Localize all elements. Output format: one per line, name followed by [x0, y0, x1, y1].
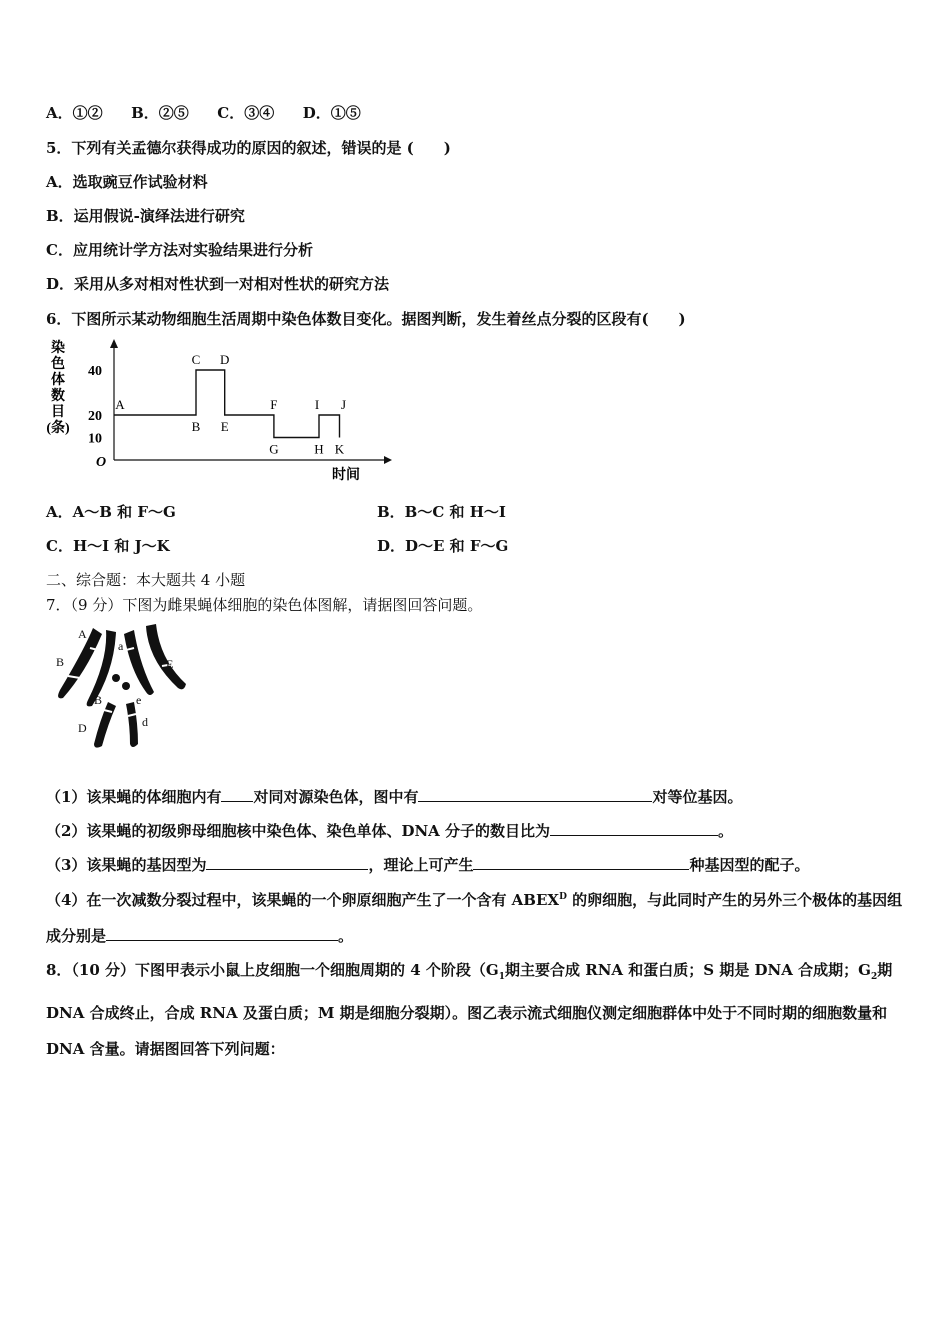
- y-tick-label: 20: [88, 409, 102, 424]
- q7-p3-blank-2[interactable]: [473, 855, 689, 870]
- q4-options: [46, 102, 361, 123]
- chromosome-D: [94, 702, 116, 748]
- point-label-E: E: [220, 419, 229, 434]
- y-label-char: 体: [51, 373, 65, 388]
- q7-p3-blank-1[interactable]: [206, 855, 368, 870]
- gene-label-B: B: [56, 655, 65, 669]
- point-label-H: H: [314, 441, 324, 457]
- q8-stem: [46, 952, 904, 1067]
- q7-p4-text-b: 的卵细胞，与此同时产生的另外三个极体的基因组成分别是: [46, 891, 903, 945]
- q5-option-d: D．采用从多对相对性状到一对相对性状的研究方法: [46, 275, 390, 293]
- q7-part-2: [46, 820, 733, 841]
- gene-label-a: a: [118, 639, 124, 653]
- y-label-char: 目: [51, 405, 65, 420]
- chromosome-count-chart: [44, 336, 394, 486]
- q5-stem: 5．下列有关孟德尔获得成功的原因的叙述，错误的是 ( ): [46, 139, 451, 157]
- q5-option-c: C．应用统计学方法对实验结果进行分析: [46, 241, 313, 259]
- q8-text-2: 期主要合成 RNA 和蛋白质；S 期是 DNA 合成期；G: [505, 961, 871, 979]
- y-tick-label: 40: [88, 364, 102, 379]
- q5-option-b: B．运用假说-演绎法进行研究: [46, 207, 245, 225]
- section-2-heading: 二、综合题：本大题共 4 小题: [46, 571, 246, 589]
- point-label-I: I: [314, 397, 320, 412]
- q7-p4-text-c: 。: [338, 927, 354, 945]
- q7-p1-text-c: 对等位基因。: [652, 788, 743, 806]
- gene-label-B-2: B: [94, 693, 103, 707]
- gene-label-e: e: [136, 693, 142, 707]
- q7-stem: 7．（9 分）下图为雌果蝇体细胞的染色体图解，请据图回答问题。: [46, 596, 483, 614]
- point-label-F: F: [270, 397, 278, 412]
- gene-label-E: E: [166, 657, 174, 671]
- gene-label-A: A: [78, 627, 87, 641]
- q8-subscript-1: 1: [498, 972, 505, 982]
- q7-p4-blank[interactable]: [106, 926, 338, 941]
- q7-p1-blank-1[interactable]: [221, 787, 253, 802]
- fruit-fly-chromosome-figure: [50, 620, 195, 750]
- gene-label-D: D: [78, 721, 87, 735]
- q8-text-1: 8．（10 分）下图甲表示小鼠上皮细胞一个细胞周期的 4 个阶段（G: [46, 961, 499, 979]
- q6-option-d: D．D～E 和 F～G: [377, 537, 509, 555]
- q7-part-3: [46, 854, 809, 875]
- point-label-D: D: [220, 352, 230, 367]
- dot-chromosome-1: [112, 674, 120, 682]
- q7-p4-text-a: （4）在一次减数分裂过程中，该果蝇的一个卵原细胞产生了一个含有 ABEX: [46, 891, 560, 909]
- q4-option-d: D．①⑤: [302, 104, 361, 122]
- y-label-char: 数: [51, 389, 65, 404]
- y-label-char: 色: [51, 357, 65, 372]
- q7-p1-blank-2[interactable]: [418, 787, 652, 802]
- point-label-A: A: [115, 397, 125, 412]
- q5-option-a: A．选取豌豆作试验材料: [46, 173, 208, 191]
- q8-subscript-2: 2: [870, 972, 878, 982]
- q4-option-a: A．①②: [46, 104, 103, 122]
- y-label-char: (条): [46, 421, 70, 436]
- q7-p2-text-a: （2）该果蝇的初级卵母细胞核中染色体、染色单体、DNA 分子的数目比为: [46, 822, 551, 840]
- q7-p4-superscript: D: [559, 892, 567, 902]
- dot-chromosome-2: [122, 682, 130, 690]
- q6-stem: 6．下图所示某动物细胞生活周期中染色体数目变化。据图判断，发生着丝点分裂的区段有( ): [46, 310, 686, 328]
- x-axis-label: 时间: [332, 468, 360, 483]
- q7-p1-text-b: 对同对源染色体，图中有: [253, 788, 419, 806]
- q4-option-b: B．②⑤: [131, 104, 189, 122]
- point-label-G: G: [269, 441, 279, 457]
- point-label-K: K: [334, 441, 345, 457]
- q6-option-a: A．A～B 和 F～G: [46, 503, 176, 521]
- q7-p3-text-a: （3）该果蝇的基因型为: [46, 856, 207, 874]
- q7-p3-text-c: 种基因型的配子。: [689, 856, 810, 874]
- origin-label: O: [96, 455, 107, 470]
- q4-option-c: C．③④: [217, 104, 275, 122]
- q7-p2-blank[interactable]: [550, 821, 718, 836]
- q7-p2-text-b: 。: [718, 822, 734, 840]
- point-label-J: J: [340, 397, 347, 412]
- y-tick-label: 10: [88, 431, 102, 447]
- q8-text-3: 期 DNA 合成终止，合成 RNA 及蛋白质；M 期是细胞分裂期）。图乙表示流式细胞仪测定细胞群体中处于不同时期的细胞数量和 DNA 含量。请据图回答下列问题：: [46, 961, 893, 1058]
- q6-option-c: C．H～I 和 J～K: [46, 537, 170, 555]
- q6-option-b: B．B～C 和 H～I: [377, 503, 506, 521]
- q7-p1-text-a: （1）该果蝇的体细胞内有: [46, 788, 222, 806]
- point-label-C: C: [191, 352, 201, 367]
- q7-p3-text-b: ，理论上可产生: [368, 856, 474, 874]
- gene-label-d: d: [142, 715, 148, 729]
- point-label-B: B: [191, 419, 201, 434]
- q7-part-4: [46, 879, 904, 954]
- y-label-char: 染: [51, 341, 65, 356]
- chromosome-d: [126, 702, 138, 747]
- q7-part-1: [46, 786, 742, 807]
